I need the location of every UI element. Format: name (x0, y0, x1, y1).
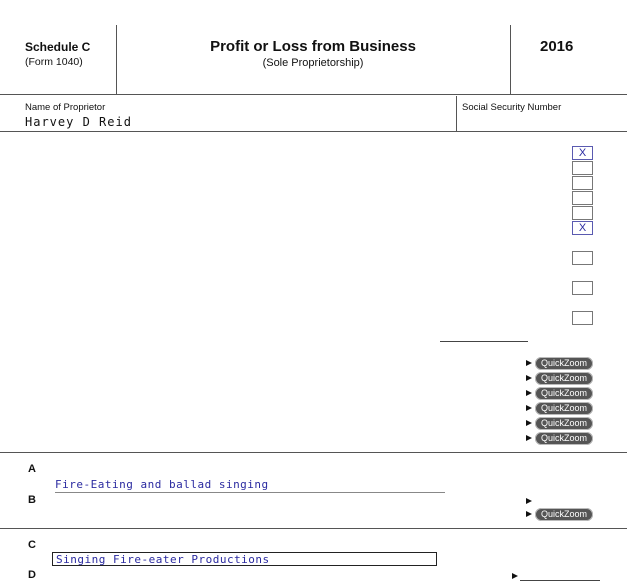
line-b-arrow-icon (526, 498, 532, 504)
line-d-arrow-icon (512, 573, 518, 579)
line-b-letter: B (28, 494, 36, 506)
checkbox-form-4361[interactable] (572, 311, 593, 325)
quickzoom-button-schedule-j[interactable]: QuickZoom (535, 402, 593, 415)
header-divider-right (510, 25, 511, 94)
form-title: Profit or Loss from Business (210, 38, 416, 55)
line-c-letter: C (28, 539, 36, 551)
checkbox-home-address[interactable]: X (572, 221, 593, 235)
line-a-letter: A (28, 463, 36, 475)
checkbox-taxpayer[interactable]: X (572, 146, 593, 160)
line-a-value[interactable]: Fire-Eating and ballad singing (55, 478, 269, 491)
line-d-letter: D (28, 569, 36, 581)
quickzoom-button-disposition-report[interactable]: QuickZoom (535, 372, 593, 385)
proprietor-name-value[interactable]: Harvey D Reid (25, 115, 132, 129)
quickzoom-button-two-year-comparison[interactable]: QuickZoom (535, 432, 593, 445)
form-subtitle: (Sole Proprietorship) (262, 57, 364, 69)
quickzoom-button-disposition-worksheet[interactable]: QuickZoom (535, 357, 593, 370)
business-name-value: Singing Fire-eater Productions (56, 553, 270, 566)
proprietor-name-label: Name of Proprietor (25, 102, 106, 113)
tax-year: 2016 (540, 38, 574, 55)
quickzoom-button-another-copy[interactable]: QuickZoom (535, 417, 593, 430)
ein-field[interactable] (520, 580, 600, 581)
line-a-underline (55, 492, 445, 493)
ssn-divider (456, 96, 457, 131)
proprietor-bottom-rule (0, 131, 627, 132)
header-bottom-rule (0, 94, 627, 95)
form-name: Schedule C (25, 40, 91, 54)
form-subname: (Form 1040) (25, 56, 83, 68)
housing-allowance-field[interactable] (440, 341, 528, 342)
section-rule-1 (0, 452, 627, 453)
checkbox-spouse[interactable] (572, 161, 593, 175)
business-name-input[interactable] (52, 552, 437, 566)
checkbox-schedule-c-ez[interactable] (572, 191, 593, 205)
checkbox-jointly[interactable] (572, 176, 593, 190)
ssn-label: Social Security Number (462, 102, 562, 113)
checkbox-form-4029[interactable] (572, 281, 593, 295)
quickzoom-button-business-code[interactable]: QuickZoom (535, 508, 593, 521)
checkbox-own-name[interactable] (572, 206, 593, 220)
section-rule-2 (0, 528, 627, 529)
quickzoom-button-health-insurance[interactable]: QuickZoom (535, 387, 593, 400)
checkbox-disposed[interactable] (572, 251, 593, 265)
